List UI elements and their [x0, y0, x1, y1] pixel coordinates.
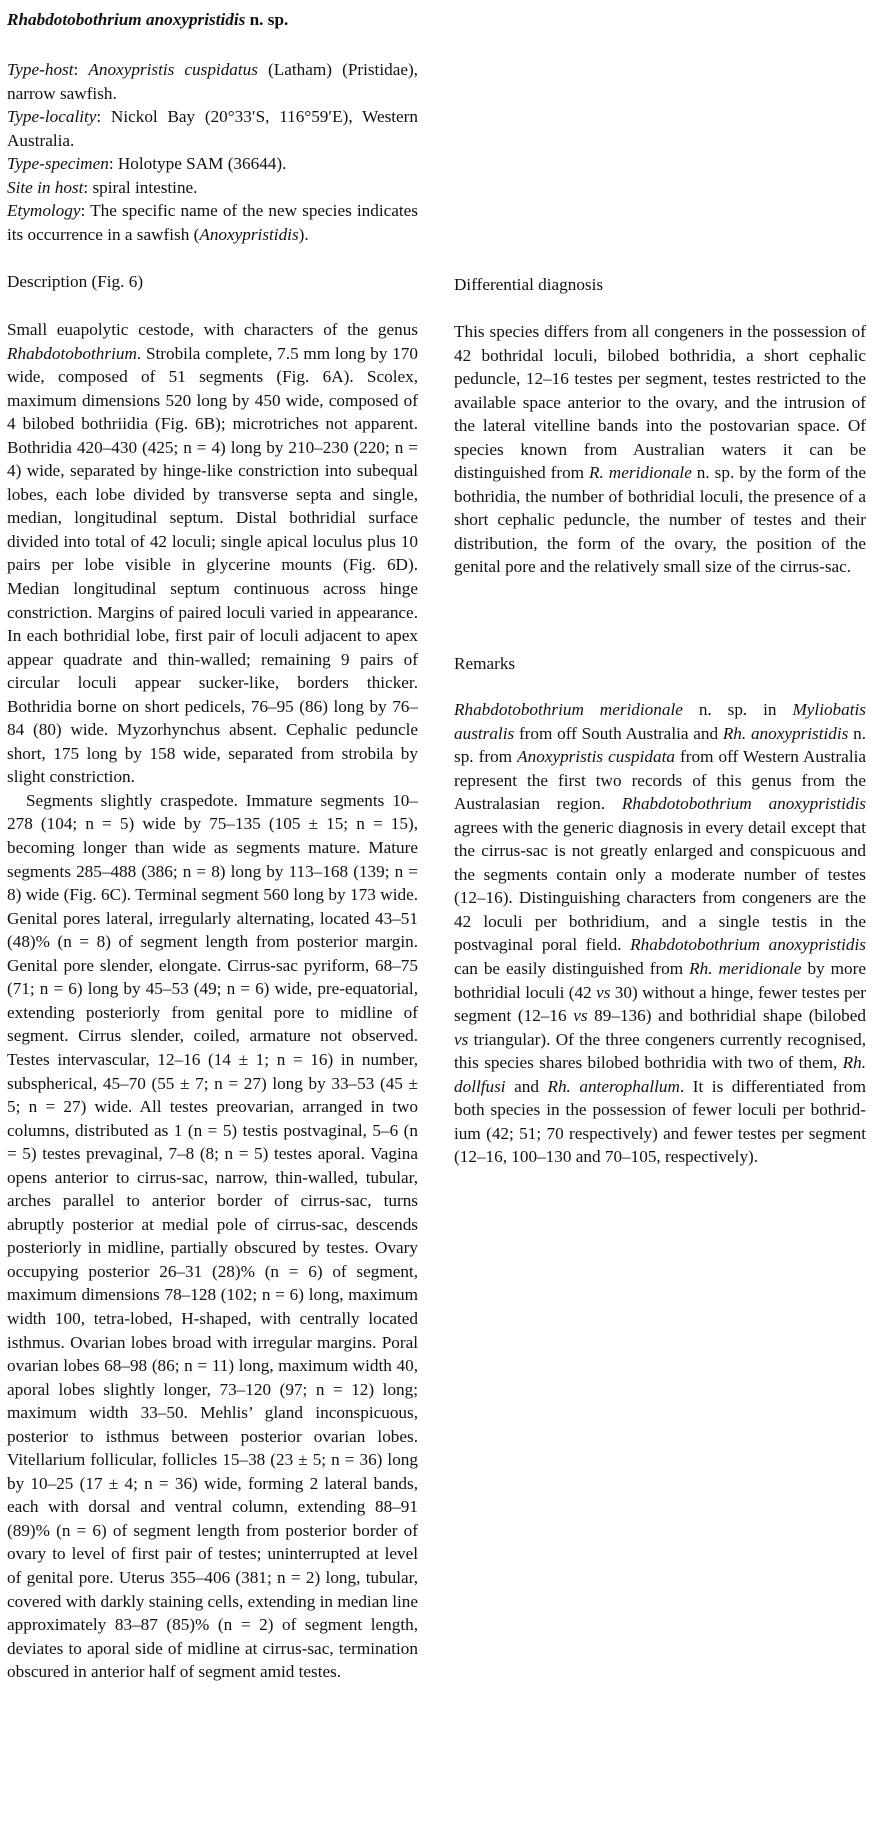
type-metadata: [7, 58, 418, 246]
remarks-text: n. sp. in: [682, 700, 793, 719]
remarks-taxon-name: vs: [596, 982, 611, 1002]
remarks-taxon-name: vs: [454, 1029, 469, 1049]
remarks-text: 89–136) and bothridial shape (bilobed: [587, 1006, 866, 1026]
etymology-value-a: : The specific name of the new species indicates its occurrence in a sawfish (: [7, 201, 418, 244]
remarks-text: 30) without a hinge, fewer testes per segment (12–16: [454, 982, 866, 1026]
etymology-line: [7, 199, 418, 246]
remarks-taxon-name: Rhabdotobothrium anoxypristidis: [630, 935, 866, 955]
remarks-taxon-name: vs: [573, 1006, 588, 1026]
remarks-taxon-name: Anoxypristis cuspidata: [517, 747, 675, 767]
remarks-taxon-name: Rh. meridionale: [689, 959, 802, 979]
remarks-paragraph: [454, 698, 866, 1169]
remarks-text: from off South Australia and: [514, 723, 723, 743]
type-host-rest: (Latham) (Pristidae), narrow sawfish.: [7, 60, 418, 103]
type-specimen-label: Type-specimen: [7, 154, 109, 174]
diff-text-b: n. sp. by the form of the bothridia, the number of bothridial loculi, the presence of a short cephalic peduncle, the number of testes and their distribution, the form of the ovary, the position of the genital pore and the relatively small size of the cirrus-sac.: [454, 463, 866, 577]
type-host-line: Type-host: Anoxypristis cuspidatus (Latham) (Pristidae), narrow sawfish.: [7, 60, 418, 103]
remarks-text: . It is differentiated from both species in the possession of fewer loculi per bothridium (42; 51; 70 respectively) and fewer testes per segment (12–16, 100–130 and 70–105, respectively).: [454, 1076, 866, 1167]
remarks-text: n. sp. from: [454, 723, 866, 767]
remarks-heading: Remarks: [454, 654, 516, 673]
type-specimen-line: [7, 152, 418, 176]
differential-diagnosis-heading: Differential diagnosis: [454, 275, 604, 294]
remarks-taxon-name: Myliobatis australis: [454, 700, 866, 743]
remarks-taxon-name: Rh. anterophallum: [547, 1076, 680, 1096]
description-p1-genus: Rhabdotobothrium: [7, 343, 137, 363]
etymology-label: Etymology: [7, 201, 81, 221]
type-locality-label: Type-locality: [7, 107, 97, 127]
type-specimen-value: : Holotype SAM (36644).: [108, 154, 287, 174]
differential-diagnosis-paragraph: [454, 320, 866, 579]
description-heading: Description (Fig. 6): [7, 272, 144, 291]
remarks-body: [454, 698, 866, 1169]
species-suffix: n. sp.: [245, 10, 289, 29]
description-body: [7, 318, 418, 1684]
remarks-taxon-name: Rh. anoxypristidis: [722, 723, 849, 743]
etymology-value-b: ).: [298, 224, 309, 244]
type-locality-line: [7, 105, 418, 152]
remarks-text: agrees with the generic diagnosis in every detail except that the cirrus-sac is not greatly enlarged and conspicuous and the segments contain only a moderate number of testes (12–16). Distinguishing characters from congeners are the 42 loculi per bothridium, and a single testis in the postvaginal poral field.: [454, 817, 866, 955]
type-host-species: Anoxypristis cuspidatus: [88, 60, 258, 79]
differential-diagnosis-body: [454, 320, 866, 579]
remarks-text: from off Western Australia represent the first two records of this genus from the Australasian region.: [454, 747, 866, 814]
species-name: Rhabdotobothrium anoxypristidis: [7, 10, 246, 29]
remarks-taxon-name: Rh. dollfusi: [454, 1053, 866, 1096]
description-p1-text-b: . Strobila complete, 7.5 mm long by 170 wide, composed of 51 segments (Fig. 6A). Scolex, maximum dimensions 520 long by 450 wide, composed of 4 bilobed bothriidia (Fig. 6B); microtriches not apparent. Bothridia 420–430 (425; n = 4) long by 210–230 (220; n = 4) wide, separated by hinge-like constriction into subequal lobes, each lobe divided by transverse septa and single, median, longitudinal septum. Distal bothridial surface divided into total of 42 loculi; single apical loculus plus 10 pairs per lobe visible in glycerine mounts (Fig. 6D). Median longitudinal septum continuous across hinge constriction. Margins of paired loculi varied in appearance. In each bothridial lobe, first pair of loculi adjacent to apex appear quadrate and thin-walled; remaining 9 pairs of circular loculi appear sucker-like, borders thicker. Bothridia borne on short pedicels, 76–95 (86) long by 76–84 (80) wide. Myzorhynchus absent. Cephalic peduncle short, 175 long by 158 wide, separated from strobila by slight constriction.: [7, 343, 418, 787]
description-p1-text-a: Small euapolytic cestode, with characters of the genus: [7, 320, 418, 339]
remarks-text: by more bothridial loculi (42: [454, 959, 866, 1002]
description-paragraph-2: Segments slightly craspedote. Immature segments 10–278 (104; n = 5) wide by 75–135 (105 ± 15; n = 15), becoming longer than wide as segments mature. Mature segments 285–488 (386; n = 8) long by 113–168 (139; n = 8) wide (Fig. 6C). Terminal segment 560 long by 173 wide. Genital pores lateral, irregularly alternating, located 43–51 (48)% (n = 8) of segment length from posterior margin. Genital pore slender, elongate. Cirrus-sac pyriform, 68–75 (71; n = 6) long by 45–53 (49; n = 6) wide, pre-equatorial, extending posteriorly from genital pore to midline of segment. Cirrus slender, coiled, armature not observed. Testes intervascular, 12–16 (14 ± 1; n = 16) in number, subspherical, 45–70 (55 ± 7; n = 27) long by 33–53 (45 ± 5; n = 27) wide. All testes preovarian, arranged in two columns, distributed as 1 (n = 5) testis postvaginal, 5–6 (n = 5) testes prevaginal, 7–8 (8; n = 5) testes aporal. Vagina opens anterior to cirrus-sac, narrow, thin-walled, tubular, arches parallel to anterior border of cirrus-sac, turns abruptly posterior at medial pole of cirrus-sac, descends posteriorly in midline, partially obscured by testes. Ovary occupying posterior 26–31 (28)% (n = 6) of segment, maximum dimensions 78–128 (102; n = 6) long, maximum width 100, tetra-lobed, H-shaped, with centrally located isthmus. Ovarian lobes broad with irregular margins. Poral ovarian lobes 68–98 (86; n = 11) long, maximum width 40, aporal lobes slightly longer, 73–120 (97; n = 12) long; maximum width 33–50. Mehlis’ gland inconspicuous, posterior to isthmus between posterior ovarian lobes. Vitellarium follicular, follicles 15–38 (23 ± 5; n = 36) long by 10–25 (17 ± 4; n = 36) wide, forming 2 lateral bands, each with dorsal and ventral column, extending 88–91 (89)% (n = 6) of segment length from posterior border of ovary to level of first pair of testes; uninterrupted at level of genital pore. Uterus 355–406 (381; n = 2) long, tubular, covered with darkly staining cells, extending in median line approximately 83–87 (85)% (n = 2) of segment length, deviates to aporal side of midline at cirrus-sac, termination obscured in anterior half of segment amid testes.: [7, 790, 418, 1682]
site-in-host-label: Site in host: [7, 177, 84, 197]
remarks-text: triangular). Of the three congeners currently recognised, this species shares bilobed bothridia with two of them,: [454, 1029, 866, 1073]
remarks-text: and: [505, 1076, 548, 1096]
diff-species: R. meridionale: [589, 463, 692, 483]
type-locality-value: : Nickol Bay (20°33′S, 116°59′E), Western Australia.: [7, 107, 418, 150]
site-in-host-value: : spiral intestine.: [83, 177, 198, 197]
remarks-taxon-name: Rhabdotobothrium anoxypristidis: [621, 794, 866, 814]
site-in-host-line: [7, 176, 418, 200]
remarks-taxon-name: Rhabdotobothrium meridionale: [454, 700, 683, 719]
diff-text-a: This species differs from all congeners in the possession of 42 bothridal loculi, bilobed bothridia, a short cephalic peduncle, 12–16 testes per segment, testes restricted to the available space anterior to the ovary, and the intrusion of the lateral vitelline bands into the postovarian space. Of species known from Australian waters it can be distinguished from: [454, 322, 866, 483]
species-title: [7, 8, 288, 32]
remarks-text: can be easily distinguished from: [454, 959, 690, 979]
etymology-genus: Anoxypristidis: [199, 224, 299, 244]
description-paragraph-1: [7, 318, 418, 789]
type-host-label: Type-host: [7, 60, 74, 79]
